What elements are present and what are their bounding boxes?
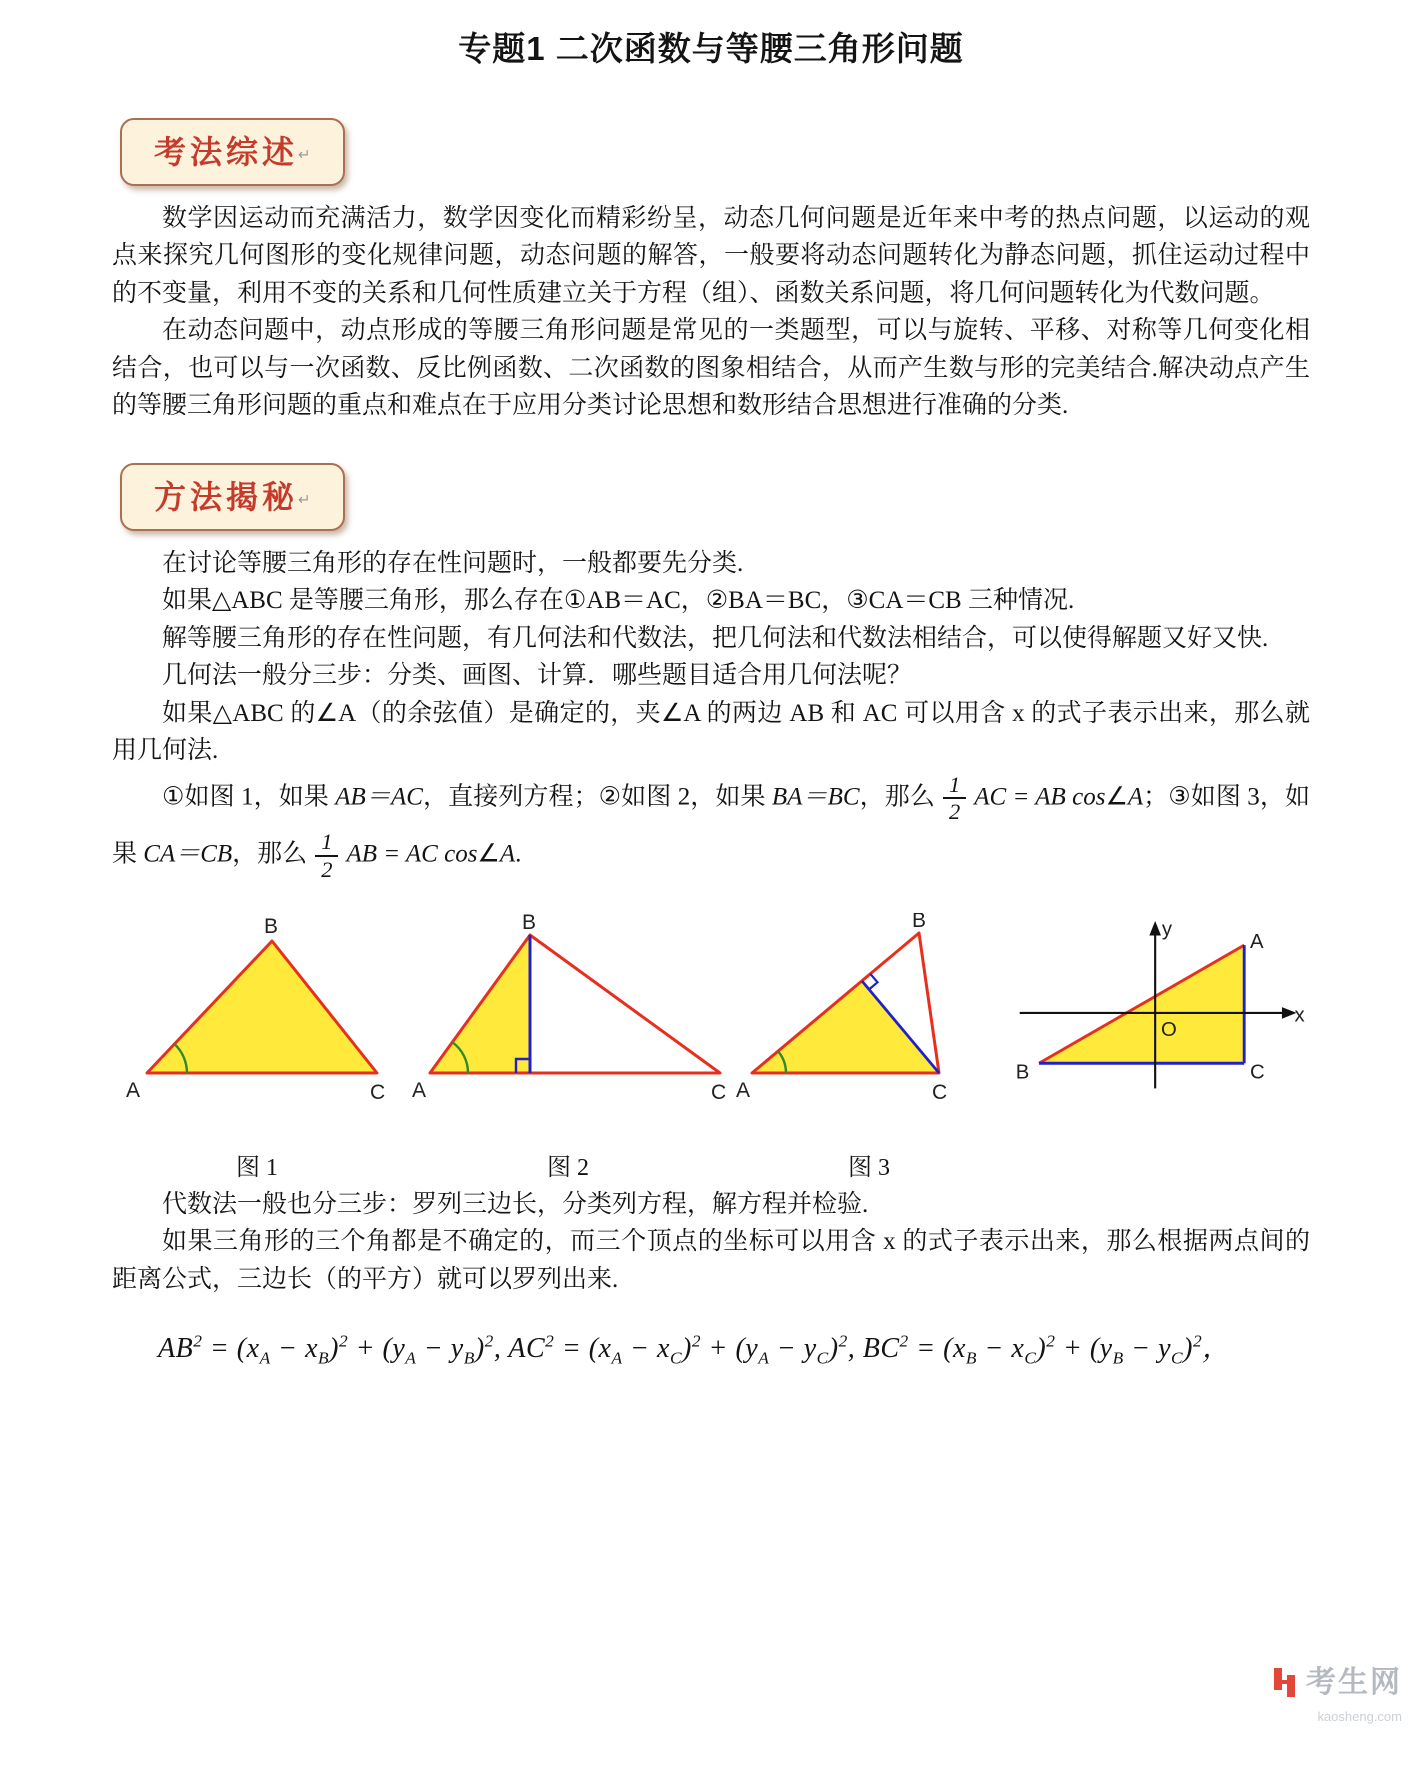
math-seg: AB＝AC — [335, 783, 423, 811]
math-seg: ；③如图 3，如果 — [112, 783, 1310, 868]
fraction-one-half — [943, 772, 966, 826]
fraction-one-half — [315, 829, 338, 883]
math-seg: AB = AC cos∠A — [346, 840, 516, 868]
section-badge-method — [120, 463, 345, 531]
fraction-numerator: 1 — [315, 829, 338, 857]
math-seg: ①如图 1，如果 — [162, 783, 336, 811]
algebra-paragraph-2: 如果三角形的三个角都是不确定的，而三个顶点的坐标可以用含 x 的式子表示出来，那么根据两点间的距离公式，三边长（的平方）就可以罗列出来. — [112, 1228, 1310, 1293]
fraction-denominator: 2 — [321, 857, 333, 883]
vertex-label-c: C — [1250, 1061, 1265, 1084]
watermark-domain: kaosheng.com — [1317, 1708, 1402, 1724]
fraction-denominator: 2 — [948, 799, 961, 825]
method-line-2: 如果△ABC 是等腰三角形，那么存在①AB＝AC，②BA＝BC，③CA＝CB 三种情况. — [162, 587, 1075, 614]
figure-4 — [1010, 913, 1310, 1186]
method-line-5: 如果△ABC 的∠A（的余弦值）是确定的，夹∠A 的两边 AB 和 AC 可以用含 x 的式子表示出来，那么就用几何法. — [112, 699, 1310, 764]
overview-paragraph-1: 数学因运动而充满活力，数学因变化而精彩纷呈，动态几何问题是近年来中考的热点问题，以运动的观点来探究几何图形的变化规律问题，动态问题的解答，一般要将动态问题转化为静态问题，抓住运动过程中的不变量，利用不变的关系和几何性质建立关于方程（组）、函数关系问题，将几何问题转化为代数问题。 — [112, 204, 1310, 307]
figure-3-caption: 图 3 — [848, 1154, 890, 1181]
kaosheng-logo-icon — [1272, 1666, 1298, 1698]
algebra-paragraph-1: 代数法一般也分三步：罗列三边长，分类列方程，解方程并检验. — [162, 1190, 869, 1218]
vertex-label-a: A — [736, 1079, 751, 1102]
method-line-3: 解等腰三角形的存在性问题，有几何法和代数法，把几何法和代数法相结合，可以使得解题又好又快. — [162, 624, 1269, 652]
figure-4-drawing — [1010, 913, 1310, 1108]
math-seg: ，那么 — [859, 783, 935, 811]
figure-1 — [112, 913, 402, 1186]
math-seg: . — [515, 840, 522, 868]
vertex-label-c: C — [370, 1081, 386, 1104]
figure-1-drawing — [112, 913, 402, 1108]
y-axis-arrow — [1149, 921, 1161, 936]
return-mark: ↵ — [298, 146, 311, 163]
badge-method-label: 方法揭秘 — [154, 478, 299, 515]
figure-4-caption — [1010, 1150, 1310, 1186]
vertex-label-c: C — [711, 1081, 727, 1104]
watermark — [1272, 1660, 1402, 1727]
vertex-label-a: A — [412, 1079, 427, 1102]
math-seg: BA＝BC — [771, 783, 860, 811]
origin-label: O — [1160, 1019, 1177, 1042]
method-line-4: 几何法一般分三步：分类、画图、计算．哪些题目适合用几何法呢？ — [162, 662, 913, 689]
figure-3 — [734, 913, 1004, 1186]
figure-2-drawing — [408, 913, 728, 1108]
vertex-label-b: B — [1015, 1061, 1030, 1084]
math-seg: AC = AB cos∠A — [974, 783, 1144, 811]
section-badge-overview — [120, 118, 345, 186]
vertex-label-b: B — [522, 913, 537, 934]
vertex-label-b: B — [912, 913, 927, 932]
math-seg: CA＝CB — [143, 840, 233, 868]
math-seg: ，直接列方程；②如图 2，如果 — [422, 783, 772, 811]
figure-3-drawing — [734, 913, 1004, 1108]
vertex-label-a: A — [1250, 931, 1264, 954]
watermark-site-name: 考生网 — [1306, 1665, 1402, 1699]
page-title: 专题1 二次函数与等腰三角形问题 — [458, 30, 964, 67]
vertex-label-c: C — [932, 1081, 948, 1104]
x-axis-label: x — [1294, 1004, 1305, 1027]
method-math-line — [112, 770, 1310, 886]
math-seg: ，那么 — [232, 840, 308, 868]
figure-2 — [408, 913, 728, 1186]
figure-1-caption: 图 1 — [236, 1154, 278, 1181]
distance-formula: $AB^2 = (x_A - x_B)^2 + (y_A - y_B)^2$, $AC^2 = (x_A - x_C)^2 + (y_A - y_C)^2$, $BC^2 = (x_B - x_C)^2 + (y_B - y_C)^2$， — [158, 1331, 1231, 1368]
y-axis-label: y — [1161, 918, 1173, 941]
badge-overview-label: 考法综述 — [154, 133, 299, 170]
method-line-1: 在讨论等腰三角形的存在性问题时，一般都要先分类. — [162, 549, 744, 577]
vertex-label-b: B — [264, 915, 279, 938]
vertex-label-a: A — [126, 1079, 141, 1102]
overview-paragraph-2: 在动态问题中，动点形成的等腰三角形问题是常见的一类题型，可以与旋转、平移、对称等几何变化相结合，也可以与一次函数、反比例函数、二次函数的图象相结合，从而产生数与形的完美结合.解决动点产生的等腰三角形问题的重点和难点在于应用分类讨论思想和数形结合思想进行准确的分类. — [112, 317, 1310, 419]
fraction-numerator: 1 — [943, 772, 966, 800]
figure-2-caption: 图 2 — [547, 1154, 589, 1181]
figure-row — [112, 913, 1310, 1186]
right-angle-mark — [869, 974, 877, 990]
return-mark: ↵ — [298, 491, 311, 508]
